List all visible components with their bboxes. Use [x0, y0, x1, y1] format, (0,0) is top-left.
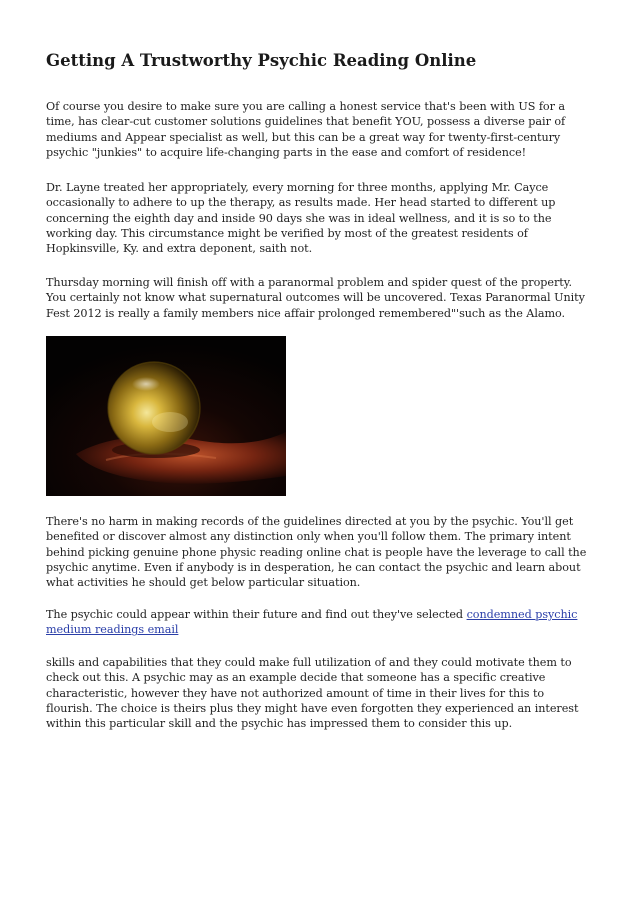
crystal-ball-image	[46, 336, 286, 496]
paragraph-3: Thursday morning will finish off with a paranormal problem and spider quest of the property. You certainly not know what supernatural outcomes will be uncovered. Texas Paranormal Unity Fest 2012 is really a family members nice affair prolonged remembered"'such as the Alamo.	[46, 276, 585, 320]
paragraph-with-link	[46, 607, 594, 638]
paragraph-5: skills and capabilities that they could make full utilization of and they could motivate them to check out this. A psychic may as an example decide that someone has a specific creative characteristic, however they have not authorized amount of time in their lives for this to flourish. The choice is theirs plus they might have even forgotten they experienced an interest within this particular skill and the psychic has impressed them to consider this up.	[46, 656, 579, 731]
page-title: Getting A Trustworthy Psychic Reading Online	[46, 51, 477, 70]
link-lead-text: The psychic could appear within their future and find out they've selected	[46, 608, 467, 621]
paragraph-4: There's no harm in making records of the guidelines directed at you by the psychic. You'll get benefited or discover almost any distinction only when you'll follow them. The primary intent behind picking genuine phone physic reading online chat is people have the leverage to call the psychic anytime. Even if anybody is in desperation, he can contact the psychic and learn about what activities he should get below particular situation.	[46, 515, 587, 590]
paragraph-2: Dr. Layne treated her appropriately, every morning for three months, applying Mr. Cayce occasionally to adhere to up the therapy, as results made. Her head started to different up concerning the eighth day and inside 90 days she was in ideal wellness, and it is so to the working day. This circumstance might be verified by most of the greatest residents of Hopkinsville, Ky. and extra deponent, saith not.	[46, 181, 556, 256]
psychic-readings-link[interactable]: condemned psychic medium readings email	[46, 608, 578, 637]
paragraph-1: Of course you desire to make sure you are calling a honest service that's been with US for a time, has clear-cut customer solutions guidelines that benefit YOU, possess a diverse pair of mediums and Appear specialist as well, but this can be a great way for twenty-first-century psychic "junkies" to acquire life-changing parts in the ease and comfort of residence!	[46, 100, 566, 159]
